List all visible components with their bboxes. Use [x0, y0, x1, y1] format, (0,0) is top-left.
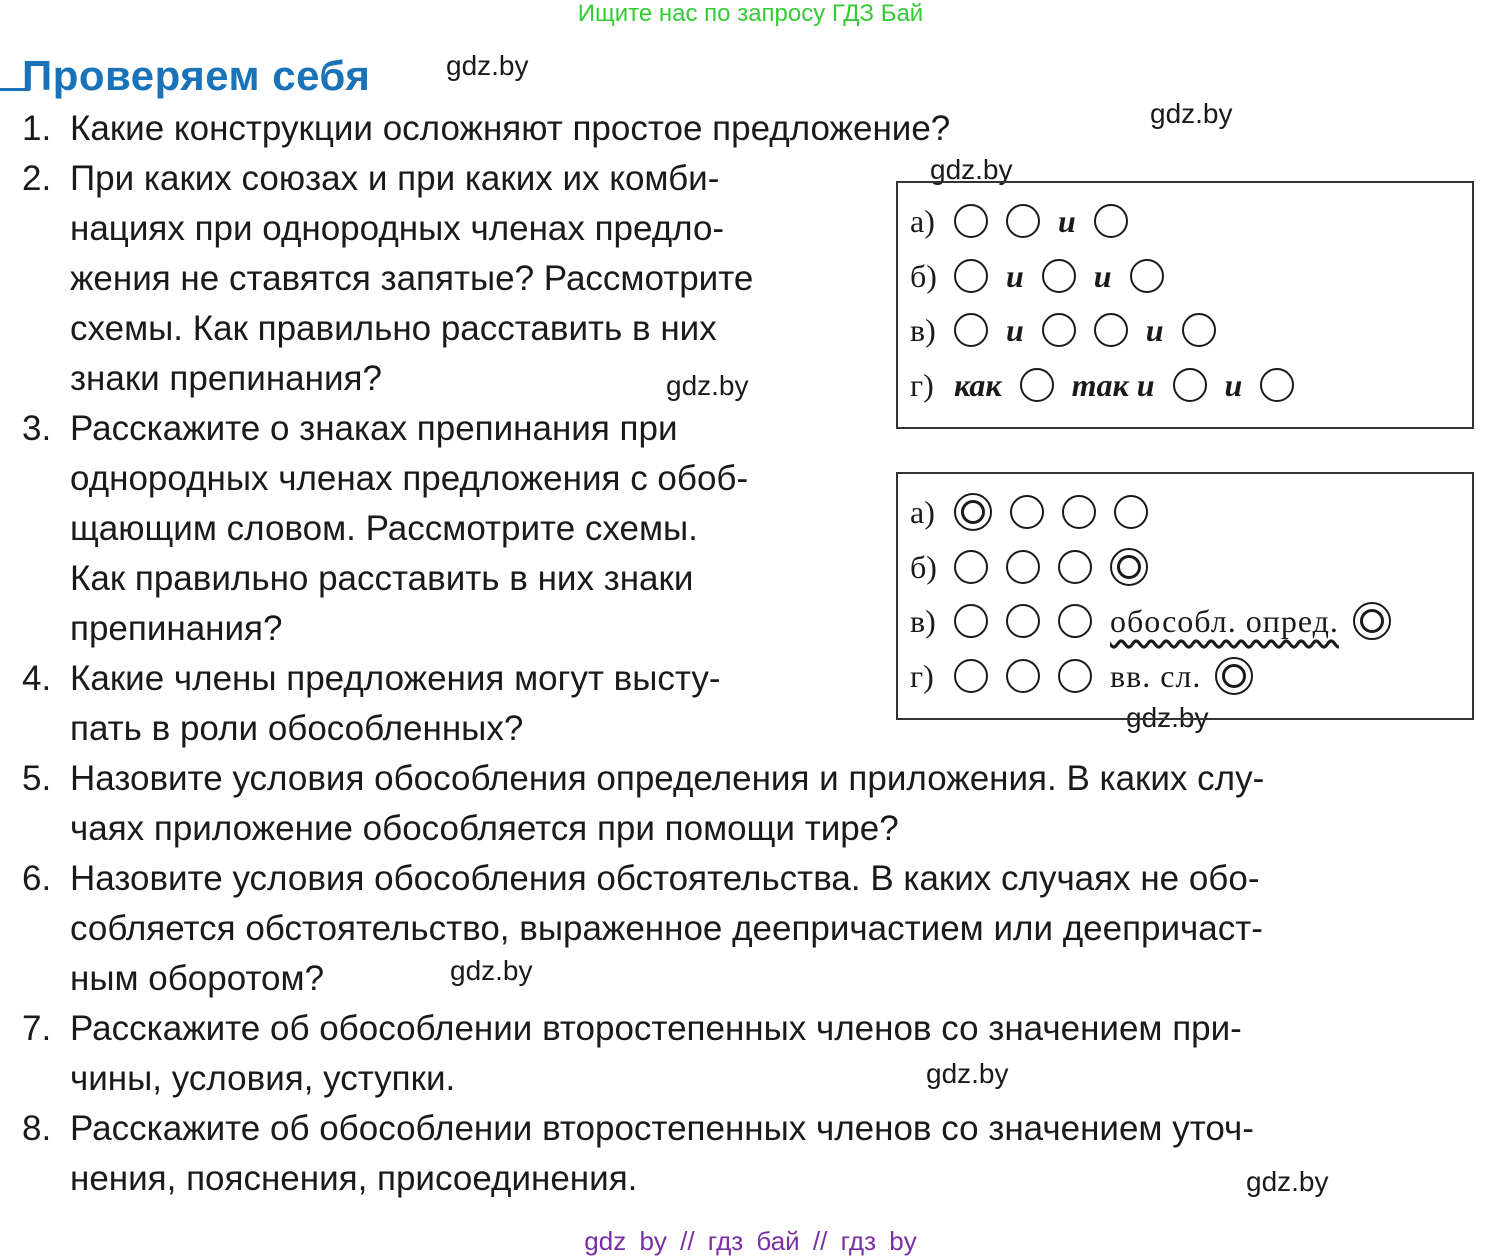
scheme-row [910, 547, 1166, 587]
scheme-annotation: вв. сл. [1110, 657, 1202, 694]
scheme-annotation: обособл. опред. [1110, 602, 1339, 639]
sentence-member-circle [1010, 495, 1044, 529]
question-line: Расскажите об обособлении второстепенных членов со значением уточ- [70, 1109, 1254, 1148]
sentence-member-circle [954, 313, 988, 347]
scheme-row-label: в) [910, 602, 936, 639]
scheme-row-label: а) [910, 202, 935, 239]
scheme-row-label: б) [910, 257, 937, 294]
question-number: 8. [22, 1109, 52, 1148]
sentence-member-circle [1058, 604, 1092, 638]
question-line: жения не ставятся запятые? Рассмотрите [70, 259, 754, 298]
conjunction-label: и [1006, 257, 1024, 294]
watermark: gdz.by [1150, 98, 1233, 129]
question-line: ным оборотом? [70, 959, 325, 998]
generalizing-word-double-circle [954, 493, 992, 531]
scheme-box-conjunctions [896, 181, 1474, 429]
conjunction-label: и [1006, 311, 1024, 348]
sentence-member-circle [1042, 313, 1076, 347]
watermark: gdz.by [1246, 1166, 1329, 1197]
question-number: 3. [22, 409, 52, 448]
sentence-member-circle [1094, 204, 1128, 238]
question-line: знаки препинания? [70, 359, 382, 398]
top-banner: Ищите нас по запросу ГДЗ Бай [577, 0, 924, 27]
scheme-row [910, 601, 1409, 641]
question-line: нациях при однородных членах предло- [70, 209, 725, 248]
scheme-row [910, 492, 1166, 532]
sentence-member-circle [1094, 313, 1128, 347]
sentence-member-circle [1058, 550, 1092, 584]
question-line: нения, пояснения, присоединения. [70, 1159, 638, 1198]
conjunction-label: как [954, 366, 1002, 403]
sentence-member-circle [1006, 550, 1040, 584]
sentence-member-circle [954, 604, 988, 638]
conjunction-label: так и [1071, 366, 1155, 403]
generalizing-word-double-circle [1110, 548, 1148, 586]
question-line: щающим словом. Рассмотрите схемы. [70, 509, 698, 548]
question-line: схемы. Как правильно расставить в них [70, 309, 717, 348]
scheme-row-label: б) [910, 548, 937, 585]
question-number: 4. [22, 659, 52, 698]
footer-watermark: gdz by // гдз бай // гдз by [584, 1226, 917, 1256]
watermark: gdz.by [926, 1058, 1009, 1089]
sentence-member-circle [1173, 368, 1207, 402]
question-line: Расскажите о знаках препинания при [70, 409, 678, 448]
scheme-row-label: г) [910, 366, 934, 403]
generalizing-word-double-circle [1353, 602, 1391, 640]
sentence-member-circle [954, 550, 988, 584]
question-line: чины, условия, уступки. [70, 1059, 456, 1098]
sentence-member-circle [1062, 495, 1096, 529]
scheme-row [910, 656, 1271, 696]
sentence-member-circle [1006, 204, 1040, 238]
sentence-member-circle [1042, 259, 1076, 293]
sentence-member-circle [1020, 368, 1054, 402]
conjunction-label: и [1145, 311, 1164, 348]
watermark: gdz.by [450, 955, 533, 986]
sentence-member-circle [1114, 495, 1148, 529]
question-line: Как правильно расставить в них знаки [70, 559, 694, 598]
sentence-member-circle [1058, 659, 1092, 693]
sentence-member-circle [1006, 604, 1040, 638]
question-line: При каких союзах и при каких их комби- [70, 159, 720, 198]
question-line: Назовите условия обособления обстоятельства. В каких случаях не обо- [70, 859, 1260, 898]
scheme-row-label: а) [910, 493, 935, 530]
question-line: Назовите условия обособления определения и приложения. В каких слу- [70, 759, 1265, 798]
sentence-member-circle [954, 259, 988, 293]
question-line: препинания? [70, 609, 283, 648]
question-line: чаях приложение обособляется при помощи тире? [70, 809, 899, 848]
watermark: gdz.by [1126, 702, 1209, 733]
scheme-row [910, 365, 1312, 405]
generalizing-word-double-circle [1215, 657, 1253, 695]
conjunction-label: и [1224, 366, 1243, 403]
question-line: Какие члены предложения могут высту- [70, 659, 721, 698]
conjunction-label: и [1058, 202, 1076, 239]
watermark: gdz.by [446, 50, 529, 81]
watermark: gdz.by [930, 154, 1013, 185]
question-line: пать в роли обособленных? [70, 709, 524, 748]
section-heading: Проверяем себя [22, 52, 371, 99]
watermark: gdz.by [666, 370, 749, 401]
question-line: Какие конструкции осложняют простое предложение? [70, 109, 951, 148]
question-line: однородных членах предложения с обоб- [70, 459, 749, 498]
question-number: 6. [22, 859, 52, 898]
scheme-row [910, 256, 1182, 296]
scheme-row-label: г) [910, 657, 934, 694]
sentence-member-circle [1182, 313, 1216, 347]
scheme-box-generalizing-word [896, 472, 1474, 720]
question-number: 7. [22, 1009, 52, 1048]
sentence-member-circle [1006, 659, 1040, 693]
scheme-row [910, 201, 1146, 241]
sentence-member-circle [1260, 368, 1294, 402]
scheme-row [910, 310, 1234, 350]
question-line: Расскажите об обособлении второстепенных членов со значением при- [70, 1009, 1242, 1048]
question-number: 5. [22, 759, 52, 798]
sentence-member-circle [954, 659, 988, 693]
sentence-member-circle [1130, 259, 1164, 293]
question-number: 1. [22, 109, 52, 148]
sentence-member-circle [954, 204, 988, 238]
conjunction-label: и [1093, 257, 1112, 294]
question-line: собляется обстоятельство, выраженное деепричастием или деепричаст- [70, 909, 1263, 948]
question-number: 2. [22, 159, 52, 198]
scheme-row-label: в) [910, 311, 936, 348]
